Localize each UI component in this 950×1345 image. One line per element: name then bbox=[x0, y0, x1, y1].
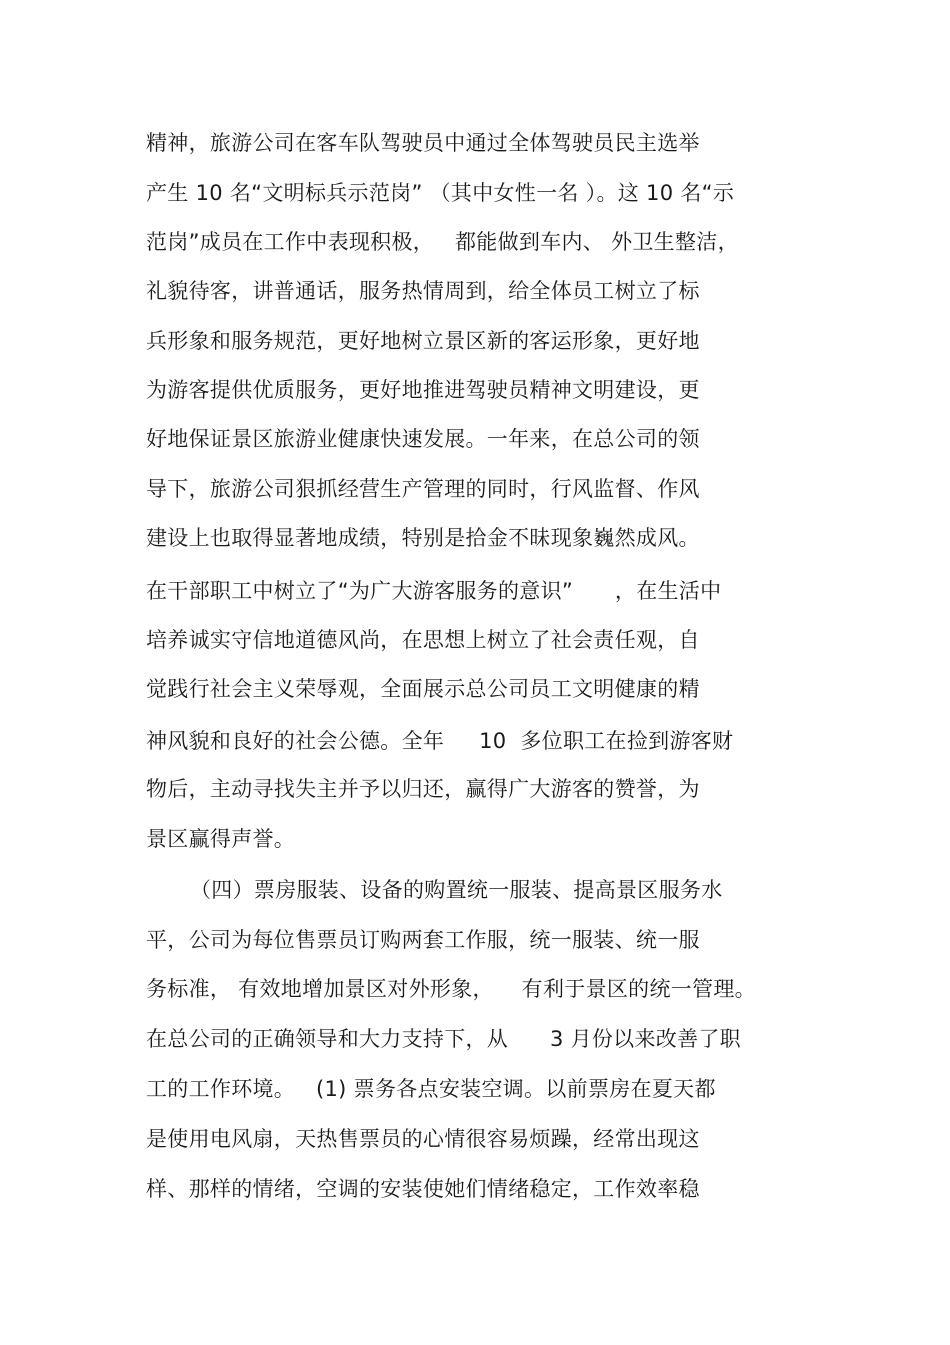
text-line: 为游客提供优质服务，更好地推进驾驶员精神文明建设，更 bbox=[146, 378, 700, 402]
text-line: 在总公司的正确领导和大力支持下，从 3 月份以来改善了职 bbox=[146, 1027, 741, 1051]
text-line: 景区赢得声誉。 bbox=[146, 827, 296, 851]
text-line: 导下，旅游公司狠抓经营生产管理的同时，行风监督、作风 bbox=[146, 477, 700, 501]
text-line: 礼貌待客，讲普通话，服务热情周到，给全体员工树立了标 bbox=[146, 279, 700, 303]
text-line: 务标准， 有效地增加景区对外形象， 有利于景区的统一管理。 bbox=[146, 977, 756, 1001]
text-line: 建设上也取得显著地成绩，特别是拾金不昧现象巍然成风。 bbox=[146, 526, 700, 550]
text-line: 范岗”成员在工作中表现积极， 都能做到车内、 外卫生整洁， bbox=[146, 230, 739, 254]
text-line: 样、那样的情绪，空调的安装使她们情绪稳定，工作效率稳 bbox=[146, 1177, 700, 1201]
text-line: 培养诚实守信地道德风尚，在思想上树立了社会责任观，自 bbox=[146, 628, 700, 652]
text-line: 物后，主动寻找失主并予以归还，赢得广大游客的赞誉，为 bbox=[146, 777, 700, 801]
text-line: 产生 10 名“文明标兵示范岗” （其中女性一名 ）。这 10 名“示 bbox=[146, 181, 735, 205]
text-line: 工的工作环境。 (1) 票务各点安装空调。以前票房在夏天都 bbox=[146, 1077, 716, 1101]
text-line: 好地保证景区旅游业健康快速发展。一年来，在总公司的领 bbox=[146, 427, 700, 451]
text-line: 兵形象和服务规范，更好地树立景区新的客运形象，更好地 bbox=[146, 329, 700, 353]
text-line: 精神，旅游公司在客车队驾驶员中通过全体驾驶员民主选举 bbox=[146, 131, 700, 155]
text-line: 觉践行社会主义荣辱观，全面展示总公司员工文明健康的精 bbox=[146, 677, 700, 701]
text-line: 神风貌和良好的社会公德。全年 10 多位职工在捡到游客财 bbox=[146, 729, 734, 753]
text-line: 在干部职工中树立了“为广大游客服务的意识” ，在生活中 bbox=[146, 579, 722, 603]
text-line: 是使用电风扇，天热售票员的心情很容易烦躁，经常出现这 bbox=[146, 1127, 700, 1151]
text-line: 平，公司为每位售票员订购两套工作服，统一服装、统一服 bbox=[146, 928, 700, 952]
section-heading-line: （四）票房服装、设备的购置统一服装、提高景区服务水 bbox=[190, 878, 723, 902]
